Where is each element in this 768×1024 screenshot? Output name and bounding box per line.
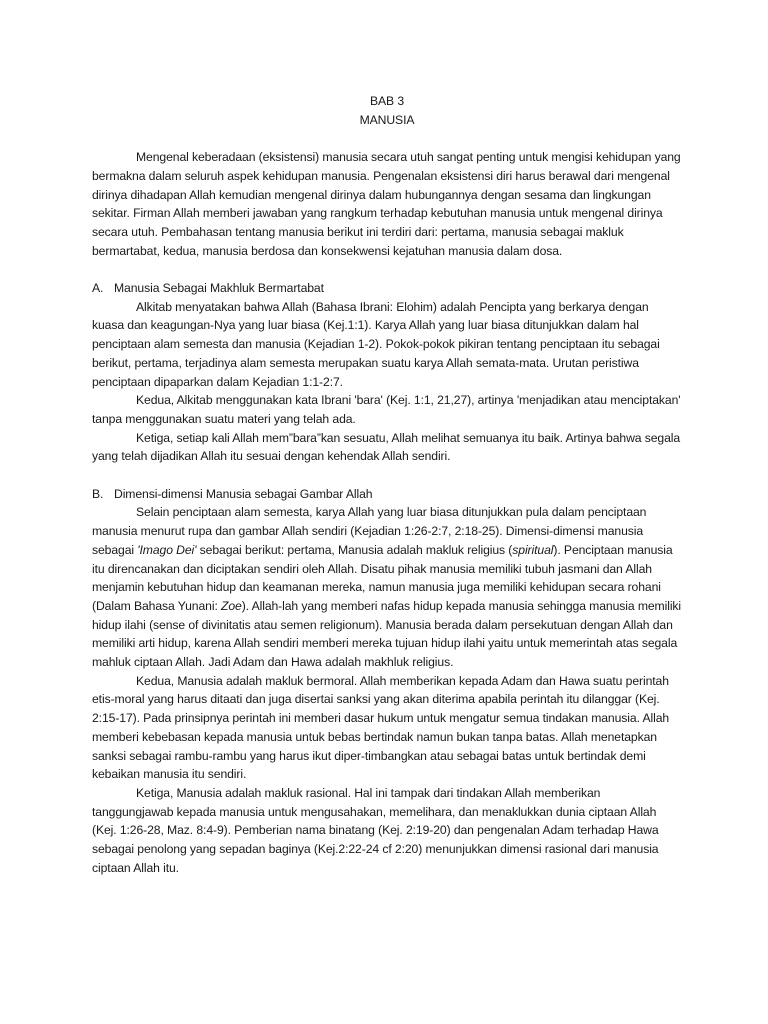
chapter-label: BAB 3 bbox=[369, 94, 405, 108]
text-run: ). Penciptaan manusia itu direncanakan dan diciptakan sendiri oleh Allah. Disatu pihak manusia memiliki tubuh jasmani dan Allah menjamin kebutuhan hidup dan keamanan mereka, namun manusia juga memiliki kehidupan secara rohani (Dalam Bahasa Yunani: bbox=[92, 542, 673, 613]
section-b-paragraph-2: Kedua, Manusia adalah makluk bermoral. Allah memberikan kepada Adam dan Hawa suatu perintah etis-moral yang harus ditaati dan juga disertai sanksi yang akan diterima apabila perintah itu dilanggar (Kej. 2:15-17). Pada prinsipnya perintah ini memberi dasar hukum untuk mengatur semua tindakan manusia. Allah memberi kebebasan kepada manusia untuk bebas bertindak namun bukan tanpa batas. Allah menetapkan sanksi sebagai rambu-rambu yang harus ikut diper-timbangkan atau sebagai batas untuk bertindak demi kebaikan manusia itu sendiri. bbox=[92, 673, 670, 782]
document-body bbox=[92, 92, 682, 877]
section-b-letter: B. bbox=[92, 486, 104, 501]
section-a-letter: A. bbox=[92, 281, 104, 295]
section-b-title: Dimensi-dimensi Manusia sebagai Gambar Allah bbox=[114, 486, 373, 501]
section-a-paragraph-3: Ketiga, setiap kali Allah mem”bara”kan sesuatu, Allah melihat semuanya itu baik. Artinya bahwa segala yang telah dijadikan Allah itu sesuai dengan kehendak Allah sendiri. bbox=[92, 430, 681, 464]
section-b-paragraph-3: Ketiga, Manusia adalah makluk rasional. Hal ini tampak dari tindakan Allah memberikan tanggungjawab kepada manusia untuk mengusahakan, memelihara, dan menaklukkan dunia ciptaan Allah (Kej. 1:26-28, Maz. 8:4-9). Pemberian nama binatang (Kej. 2:19-20) dan pengenalan Adam terhadap Hawa sebagai penolong yang sepadan baginya (Kej.2:22-24 cf 2:20) menunjukkan dimensi rasional dari manusia ciptaan Allah itu. bbox=[92, 785, 659, 875]
chapter-title: MANUSIA bbox=[359, 112, 415, 127]
section-a-paragraph-1: Alkitab menyatakan bahwa Allah (Bahasa Ibrani: Elohim) adalah Pencipta yang berkarya dengan kuasa dan keagungan-Nya yang luar biasa (Kej.1:1). Karya Allah yang luar biasa ditunjukkan dalam hal penciptaan alam semesta dan manusia (Kejadian 1-2). Pokok-pokok pikiran tentang penciptaan itu sebagai berikut, pertama, terjadinya alam semesta merupakan suatu karya Allah semata-mata. Urutan peristiwa penciptaan dipaparkan dalam Kejadian 1:1-2:7. bbox=[92, 299, 660, 389]
section-a-title: Manusia Sebagai Makhluk Bermartabat bbox=[114, 281, 324, 295]
text-run: ). Allah-lah yang memberi nafas hidup kepada manusia sehingga manusia memiliki hidup ilahi (sense of divinitatis atau semen religionum). Manusia berada dalam persekutuan dengan Allah dan memiliki arti hidup, karena Allah sendiri memberi mereka tujuan hidup ilahi yaitu untuk memerintah atas segala mahluk ciptaan Allah. Jadi Adam dan Hawa adalah makhluk religius. bbox=[92, 598, 682, 670]
section-a-paragraph-2: Kedua, Alkitab menggunakan kata Ibrani 'bara' (Kej. 1:1, 21,27), artinya 'menjadikan atau menciptakan' tanpa menggunakan suatu materi yang telah ada. bbox=[92, 393, 681, 426]
text-run: Selain penciptaan alam semesta, karya Allah yang luar biasa ditunjukkan pula dalam penciptaan manusia menurut rupa dan gambar Allah sendiri (Kejadian 1:26-2:7, 2:18-25). Dimensi-dimensi manusia sebagai bbox=[92, 505, 647, 557]
intro-paragraph: Mengenal keberadaan (eksistensi) manusia secara utuh sangat penting untuk mengisi kehidupan yang bermakna dalam seluruh aspek kehidupan manusia. Pengenalan eksistensi diri harus berawal dari mengenal dirinya dihadapan Allah kemudian mengenal dirinya dalam hubungannya dengan sesama dan lingkungan sekitar. Firman Allah memberi jawaban yang rangkum terhadap kebutuhan manusia untuk mengenal dirinya secara utuh. Pembahasan tentang manusia berikut ini terdiri dari: pertama, manusia sebagai makluk bermartabat, kedua, manusia berdosa dan konsekwensi kejatuhan manusia dalam dosa. bbox=[92, 150, 681, 258]
italic-term: 'Imago Dei' bbox=[137, 542, 197, 557]
section-b-paragraph-1 bbox=[92, 503, 682, 671]
italic-term: Zoe bbox=[221, 598, 242, 613]
italic-term: spiritual bbox=[512, 542, 554, 557]
section-b-heading bbox=[92, 485, 682, 504]
text-run: sebagai berikut: pertama, Manusia adalah makluk religius ( bbox=[196, 542, 513, 557]
section-a-heading bbox=[92, 279, 682, 298]
